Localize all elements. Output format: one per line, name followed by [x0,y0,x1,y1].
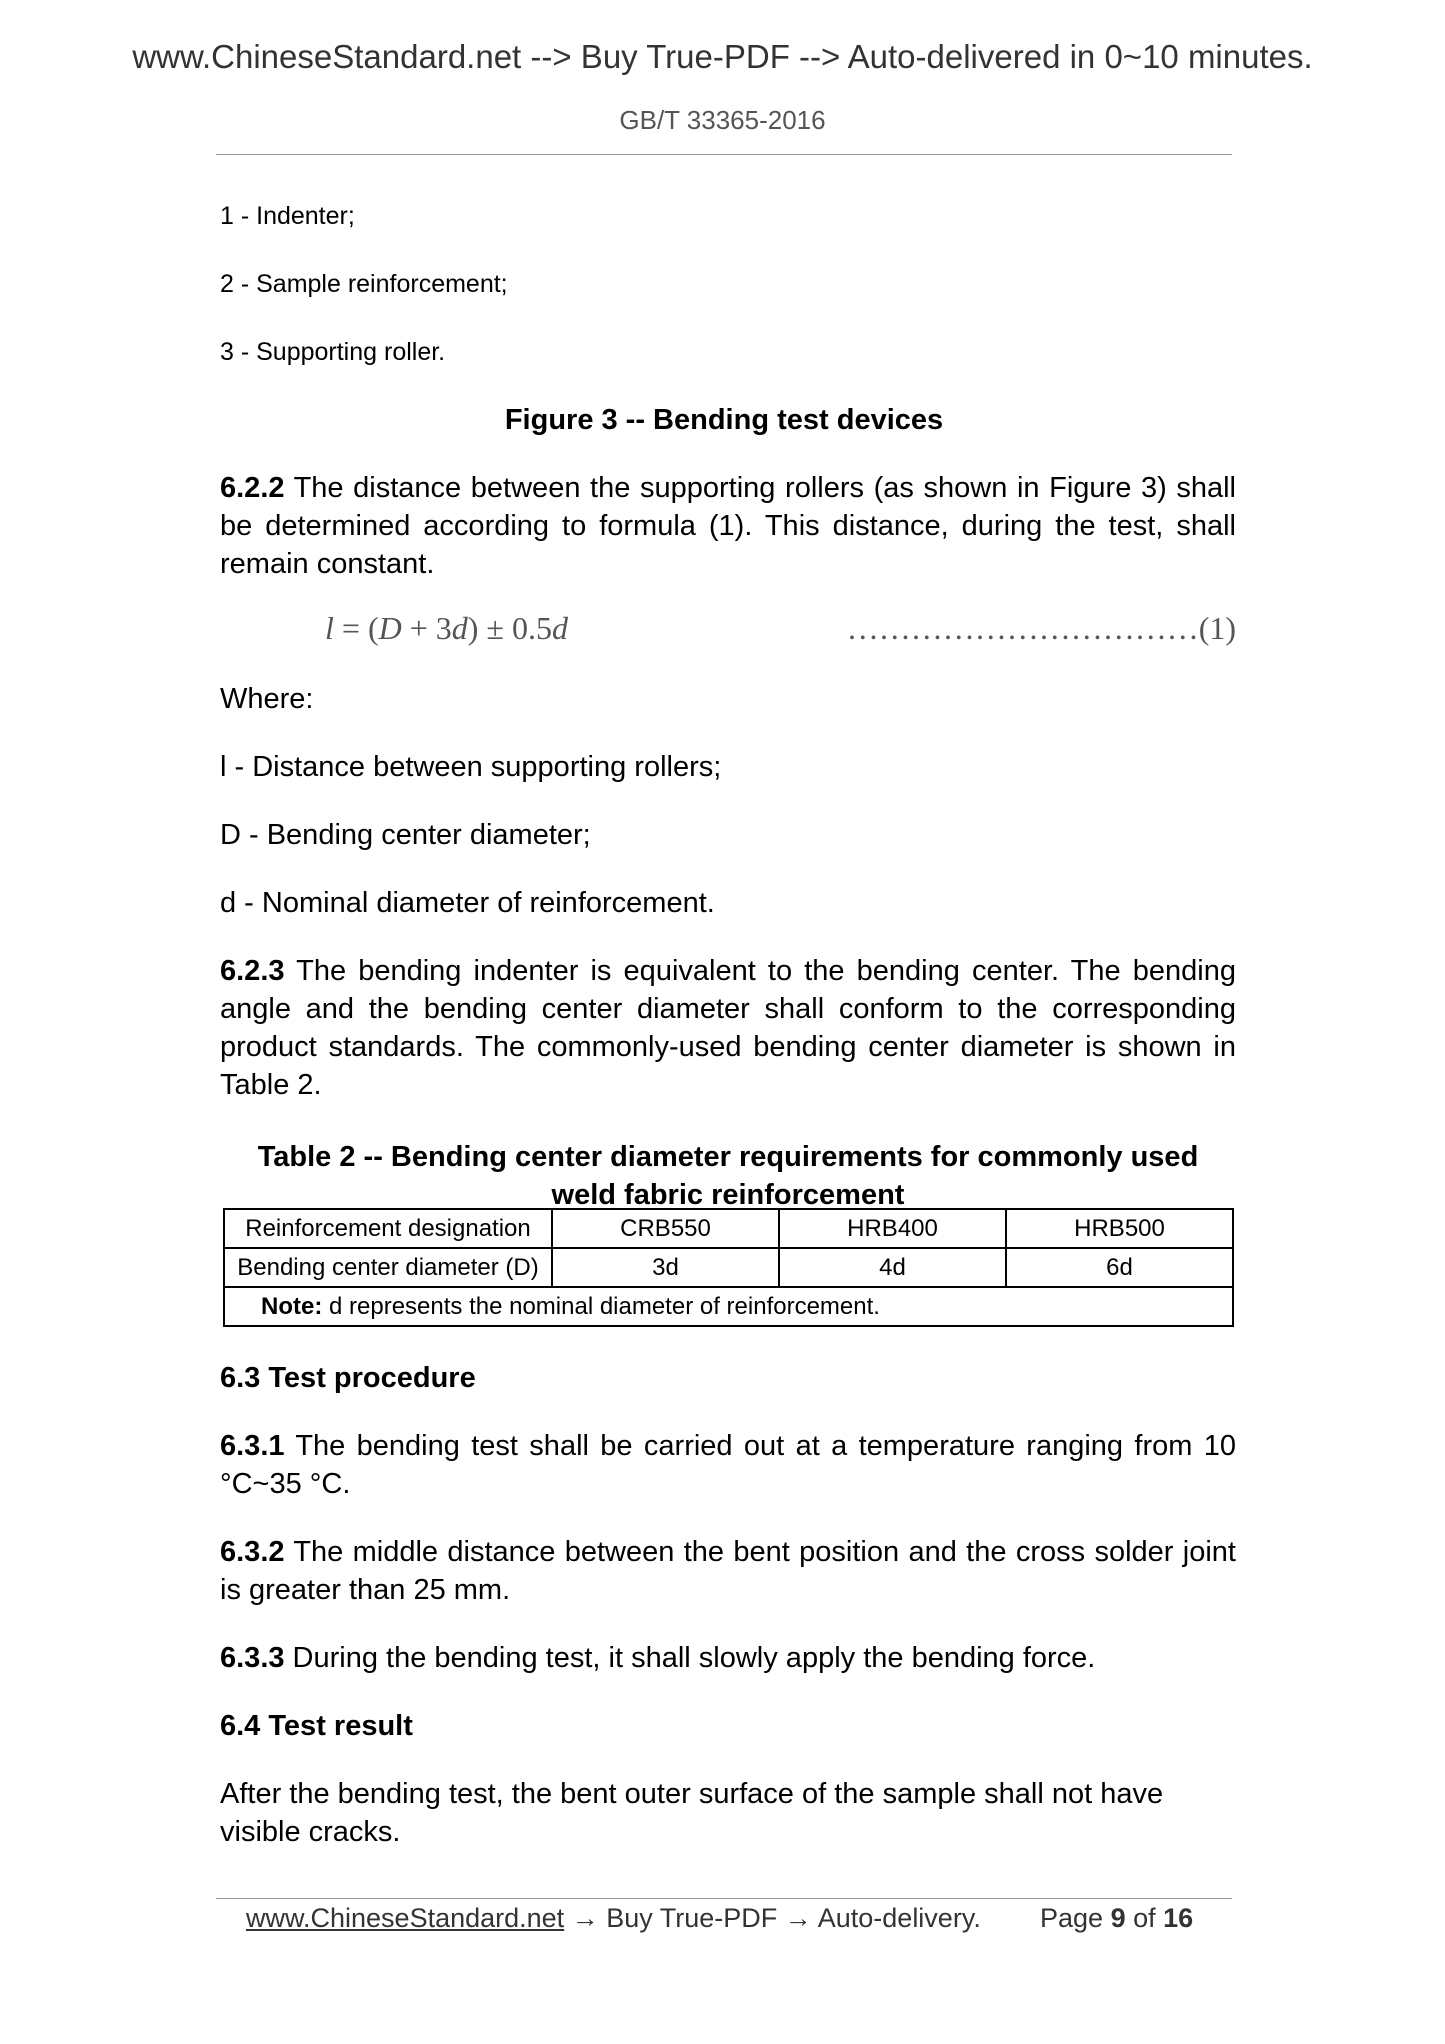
heading-text: 6.4 Test result [220,1710,413,1742]
figure-caption [216,401,1232,439]
legend-item-2: 2 - Sample reinforcement; [220,270,508,298]
legend-item-3: 3 - Supporting roller. [220,338,446,366]
table-title-line2: weld fabric reinforcement [551,1179,905,1211]
footer-divider [216,1898,1232,1899]
definition-d: d - Nominal diameter of reinforcement. [220,887,715,919]
clause-6-2-3 [220,952,1236,1104]
formula-part: + 3 [401,610,452,646]
footer-text: → Buy True-PDF → Auto-delivery. [564,1903,981,1933]
clause-number: 6.3.1 [220,1430,285,1462]
clause-6-3-1 [220,1427,1236,1503]
clause-6-3-3 [220,1639,1236,1677]
footer-promo [246,1903,981,1934]
definition-l: l - Distance between supporting rollers; [220,751,722,783]
heading-6-3 [220,1359,1236,1397]
clause-text: The bending test shall be carried out at a temperature ranging from 10 °C~35 °C. [220,1430,1236,1500]
top-banner: www.ChineseStandard.net --> Buy True-PDF --> Auto-delivered in 0~10 minutes. [132,38,1313,75]
table-header-row [224,1209,1233,1248]
formula-number: ……………………………(1) [846,610,1236,646]
of-label: of [1125,1903,1164,1933]
formula-var-d: d [551,610,568,646]
table-title [210,1138,1246,1214]
clause-number: 6.3.3 [220,1642,285,1674]
table-cell: 6d [1006,1248,1233,1287]
table-cell: HRB500 [1006,1209,1233,1248]
note-label: Note: [261,1292,323,1320]
clause-text: The middle distance between the bent position and the cross solder joint is greater than 25 mm. [220,1536,1236,1606]
heading-text: 6.3 Test procedure [220,1362,476,1394]
page-indicator [1040,1903,1193,1934]
clause-6-3-2 [220,1533,1236,1609]
clause-6-2-2 [220,469,1236,583]
formula-var-d: d [451,610,468,646]
clause-number: 6.2.3 [220,955,285,987]
definition-D: D - Bending center diameter; [220,819,591,851]
standard-code: GB/T 33365-2016 [619,105,826,135]
clause-number: 6.2.2 [220,472,285,504]
table-note [224,1287,1233,1326]
clause-number: 6.3.2 [220,1536,285,1568]
legend-item-1: 1 - Indenter; [220,202,355,230]
page-label: Page [1040,1903,1111,1933]
clause-text: The bending indenter is equivalent to the bending center. The bending angle and the bending center diameter shall conform to the corresponding product standards. The commonly-used bending center diameter is shown in Table 2. [220,955,1236,1101]
clause-text: The distance between the supporting rollers (as shown in Figure 3) shall be determined according to formula (1). This distance, during the test, shall remain constant. [220,472,1236,580]
where-label: Where: [220,683,314,715]
table-cell: Bending center diameter (D) [224,1248,552,1287]
table-cell: HRB400 [779,1209,1006,1248]
figure-caption-text: Figure 3 -- Bending test devices [504,404,944,436]
table-note-row [224,1287,1233,1326]
formula-1 [325,610,568,647]
table-cell: CRB550 [552,1209,779,1248]
formula-part: ) ± 0.5 [467,610,552,646]
table-2 [223,1208,1234,1327]
table-cell: Reinforcement designation [224,1209,552,1248]
clause-text: During the bending test, it shall slowly apply the bending force. [284,1642,1096,1674]
table-cell: 4d [779,1248,1006,1287]
header-divider [216,154,1232,155]
footer-link[interactable]: www.ChineseStandard.net [246,1903,565,1933]
page-total: 16 [1163,1903,1194,1933]
page-number: 9 [1110,1903,1126,1933]
formula-var-l: l [325,610,334,646]
table-row [224,1248,1233,1287]
test-result-text: After the bending test, the bent outer surface of the sample shall not have visible cracks. [220,1778,1164,1848]
note-text: d represents the nominal diameter of reinforcement. [322,1292,880,1320]
heading-6-4 [220,1707,1236,1745]
table-title-line1: Table 2 -- Bending center diameter requirements for commonly used [257,1141,1199,1173]
formula-part: = ( [333,610,379,646]
table-cell: 3d [552,1248,779,1287]
formula-var-D: D [378,610,402,646]
